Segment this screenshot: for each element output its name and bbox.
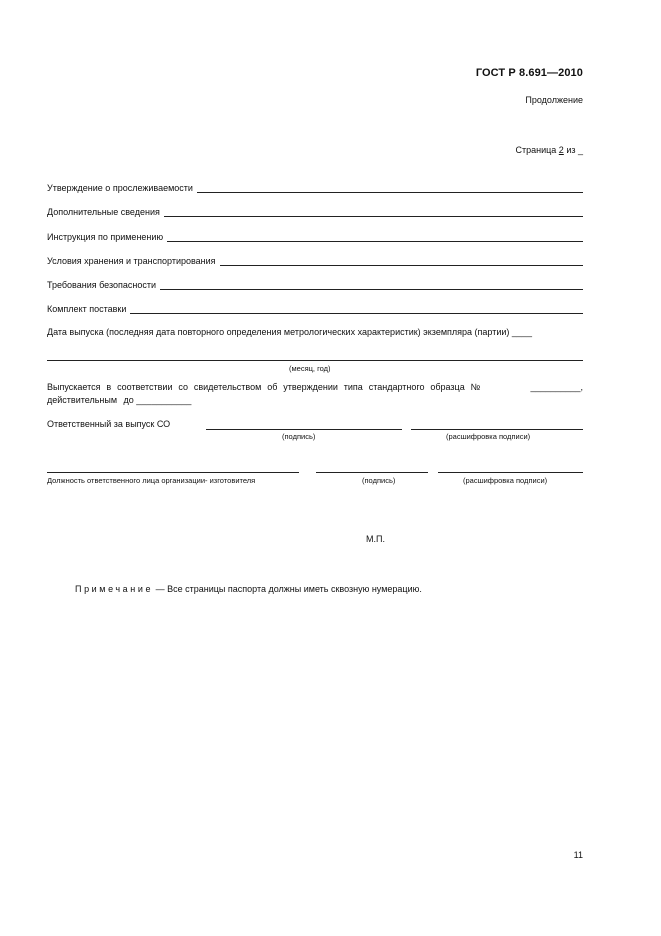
field-blank[interactable] [160, 280, 583, 290]
page-counter-number: 2 [558, 145, 564, 155]
stamp-placeholder: М.П. [366, 534, 385, 544]
release-date-line[interactable] [47, 360, 583, 361]
field-label: Инструкция по применению [47, 232, 164, 242]
field-blank[interactable] [220, 256, 583, 266]
responsible-decoding-caption: (расшифровка подписи) [446, 432, 531, 441]
responsible-decoding-line[interactable] [411, 429, 583, 430]
continuation-label: Продолжение [525, 95, 583, 105]
certificate-number-blank[interactable]: __________, [530, 382, 583, 392]
page-counter-total: _ [577, 145, 583, 155]
official-position-caption: Должность ответственного лица организации- изготовителя [47, 476, 256, 485]
release-date-row [47, 327, 532, 337]
field-label: Комплект поставки [47, 304, 127, 314]
release-date-caption: (месяц, год) [289, 364, 331, 373]
field-instructions [47, 230, 583, 242]
field-blank[interactable] [197, 183, 583, 193]
certificate-line1 [47, 382, 583, 392]
release-date-blank[interactable]: ____ [511, 327, 532, 337]
responsible-signature-line[interactable] [206, 429, 402, 430]
valid-until-label: действительным до [47, 395, 134, 405]
official-decoding-caption: (расшифровка подписи) [463, 476, 548, 485]
field-blank[interactable] [167, 232, 583, 242]
page-counter [515, 145, 583, 155]
field-traceability [47, 181, 583, 193]
field-blank[interactable] [164, 207, 583, 217]
certificate-text: Выпускается в соответствии со свидетельством об утверждении типа стандартного образца № [47, 382, 481, 392]
field-label: Условия хранения и транспортирования [47, 256, 216, 266]
field-safety [47, 278, 583, 290]
page-counter-prefix: Страница [515, 145, 557, 155]
page-number: 11 [573, 850, 583, 860]
official-signature-caption: (подпись) [362, 476, 396, 485]
official-decoding-line[interactable] [438, 472, 583, 473]
note-text: — Все страницы паспорта должны иметь сквозную нумерацию. [155, 584, 422, 594]
official-signature-line[interactable] [316, 472, 428, 473]
responsible-label: Ответственный за выпуск СО [47, 419, 171, 429]
field-label: Требования безопасности [47, 280, 157, 290]
page-counter-of: из [566, 145, 576, 155]
field-blank[interactable] [130, 304, 583, 314]
note [75, 584, 422, 594]
field-delivery-set [47, 302, 583, 314]
field-storage-conditions [47, 254, 583, 266]
field-additional-info [47, 205, 583, 217]
official-position-line[interactable] [47, 472, 299, 473]
field-label: Утверждение о прослеживаемости [47, 183, 193, 193]
certificate-line2 [47, 395, 191, 405]
release-date-label: Дата выпуска (последняя дата повторного определения метрологических характеристик) экземпляра (партии) [47, 327, 510, 337]
standard-code: ГОСТ Р 8.691—2010 [475, 67, 583, 79]
valid-until-blank[interactable]: ___________ [136, 395, 192, 405]
responsible-signature-caption: (подпись) [282, 432, 316, 441]
note-label: Примечание [75, 584, 154, 594]
field-label: Дополнительные сведения [47, 207, 160, 217]
